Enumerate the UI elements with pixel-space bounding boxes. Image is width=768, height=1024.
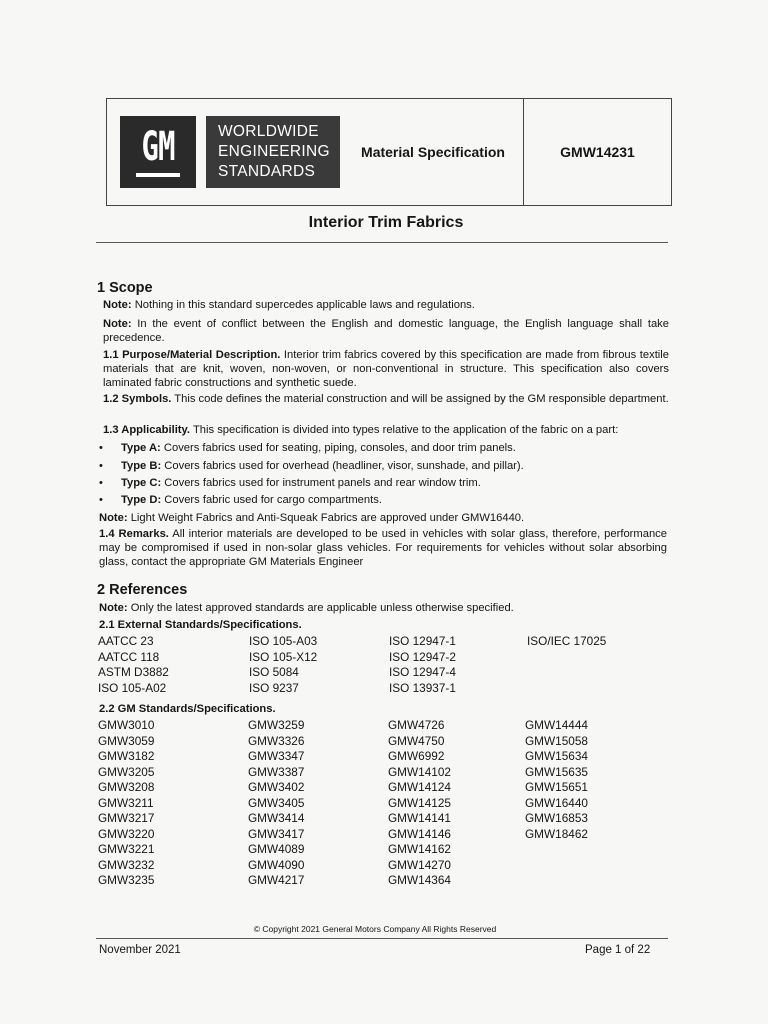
type-text: Covers fabrics used for seating, piping, consoles, and door trim panels. <box>160 442 516 454</box>
type-text: Covers fabrics used for overhead (headliner, visor, sunshade, and pillar). <box>161 460 524 472</box>
section-2-heading: 2 References <box>97 582 188 598</box>
reference-item: ISO 12947-2 <box>389 649 456 664</box>
reference-item: GMW3221 <box>98 842 155 856</box>
references-note <box>99 601 665 615</box>
external-standards-heading <box>99 618 665 632</box>
type-label: Type C: <box>121 477 162 489</box>
type-label: Type D: <box>121 494 162 506</box>
note-text: In the event of conflict between the English and domestic language, the English language shall take precedence. <box>103 318 669 344</box>
gm-col-4 <box>525 718 588 842</box>
reference-item: GMW14162 <box>388 842 451 856</box>
standards-line-1: WORLDWIDE <box>218 123 319 140</box>
bullet-icon: • <box>99 442 103 454</box>
reference-item: GMW3205 <box>98 764 155 779</box>
reference-item: GMW4217 <box>248 873 305 887</box>
heading-text: 2.2 GM Standards/Specifications. <box>99 703 276 715</box>
type-label: Type B: <box>121 460 162 472</box>
note-label: Note: <box>99 512 128 524</box>
type-text: Covers fabric used for cargo compartments. <box>161 494 382 506</box>
reference-item: GMW14444 <box>525 718 588 732</box>
standards-line-3: STANDARDS <box>218 163 316 180</box>
bullet-icon: • <box>99 477 103 489</box>
reference-item: GMW3232 <box>98 857 155 872</box>
reference-item: GMW3387 <box>248 764 305 779</box>
reference-item: GMW3220 <box>98 826 155 841</box>
paragraph-text: This code defines the material construction and will be assigned by the GM responsible department. <box>171 393 669 405</box>
document-header <box>106 98 672 206</box>
reference-item: GMW4090 <box>248 857 305 872</box>
reference-item: GMW14124 <box>388 780 451 794</box>
reference-item: GMW3326 <box>248 733 305 748</box>
reference-item: ASTM D3882 <box>98 665 169 679</box>
reference-item: GMW14125 <box>388 795 451 810</box>
doc-type: Material Specification <box>361 144 505 160</box>
paragraph-label: 1.4 Remarks. <box>99 528 169 540</box>
bullet-icon: • <box>99 494 103 506</box>
type-label: Type A: <box>121 442 161 454</box>
reference-item: GMW3414 <box>248 811 305 825</box>
reference-item: GMW15635 <box>525 764 588 779</box>
header-logo-cell <box>107 99 343 205</box>
scope-note-2 <box>103 317 669 345</box>
reference-item: ISO 12947-1 <box>389 634 456 648</box>
heading-text: 2.1 External Standards/Specifications. <box>99 619 302 631</box>
scope-note-1 <box>103 298 669 312</box>
reference-item: GMW14364 <box>388 873 451 887</box>
reference-item: ISO 105-X12 <box>249 649 318 664</box>
paragraph-1-3 <box>103 423 669 437</box>
reference-item: GMW3347 <box>248 749 305 763</box>
reference-item: GMW3235 <box>98 873 155 887</box>
reference-item: GMW3259 <box>248 718 305 732</box>
reference-item: GMW15651 <box>525 780 588 794</box>
reference-item: GMW3405 <box>248 795 305 810</box>
paragraph-label: 1.1 Purpose/Material Description. <box>103 349 281 361</box>
reference-item: GMW3010 <box>98 718 155 732</box>
paragraph-1-2 <box>103 392 669 406</box>
reference-item: GMW3059 <box>98 733 155 748</box>
reference-item: GMW3217 <box>98 811 155 825</box>
gm-col-2 <box>248 718 304 889</box>
reference-item: ISO 12947-4 <box>389 665 456 679</box>
reference-item: GMW4726 <box>388 718 445 732</box>
footer-date: November 2021 <box>99 944 181 956</box>
paragraph-text: All interior materials are developed to be used in vehicles with solar glass, therefore, performance may be compromised if used in non-solar glass vehicles. For requirements for vehicles without solar absorbing glass, contact the appropriate GM Materials Engineer <box>99 528 667 568</box>
note-text: Nothing in this standard supercedes applicable laws and regulations. <box>131 299 475 311</box>
section-1-heading: 1 Scope <box>97 280 153 296</box>
reference-item: GMW14270 <box>388 857 451 872</box>
reference-item: ISO 105-A02 <box>98 680 167 695</box>
type-text: Covers fabrics used for instrument panels and rear window trim. <box>161 477 481 489</box>
reference-item: GMW16853 <box>525 811 588 825</box>
external-col-2 <box>249 634 317 696</box>
type-c-item <box>99 476 481 490</box>
bullet-icon: • <box>99 460 103 472</box>
reference-item: GMW14141 <box>388 811 451 825</box>
reference-item: GMW15058 <box>525 733 588 748</box>
footer-page-number: Page 1 of 22 <box>585 944 651 956</box>
external-col-1 <box>98 634 169 696</box>
paragraph-label: 1.3 Applicability. <box>103 424 191 436</box>
reference-item: GMW3402 <box>248 780 305 794</box>
gm-logo-text: GM <box>141 124 175 170</box>
standards-badge <box>206 116 340 188</box>
external-col-3 <box>389 634 456 696</box>
footer-divider <box>96 938 668 939</box>
reference-item: ISO 13937-1 <box>389 680 456 695</box>
type-a-item <box>99 441 516 455</box>
reference-item: AATCC 23 <box>98 634 154 648</box>
reference-item: GMW16440 <box>525 795 588 810</box>
reference-item: GMW3211 <box>98 795 154 810</box>
reference-item: GMW3208 <box>98 780 155 794</box>
gm-logo <box>120 116 196 188</box>
reference-item: GMW3182 <box>98 749 155 763</box>
gm-col-3 <box>388 718 451 889</box>
copyright-notice: © Copyright 2021 General Motors Company All Rights Reserved <box>253 924 497 934</box>
paragraph-label: 1.2 Symbols. <box>103 393 172 405</box>
reference-item: ISO/IEC 17025 <box>527 634 607 648</box>
reference-item: ISO 105-A03 <box>249 634 318 648</box>
reference-item: AATCC 118 <box>98 649 160 664</box>
note-label: Note: <box>99 602 128 614</box>
document-title: Interior Trim Fabrics <box>308 214 464 231</box>
paragraph-text: This specification is divided into types relative to the application of the fabric on a part: <box>190 424 619 436</box>
title-divider <box>96 242 668 243</box>
reference-item: GMW4750 <box>388 733 445 748</box>
paragraph-1-4 <box>99 527 667 569</box>
paragraph-text: Interior trim fabrics covered by this specification are made from fibrous textile materials that are knit, woven, non-woven, or non-conventional in structure. This specification also covers laminated fabric constructions and synthetic suede. <box>103 349 669 389</box>
reference-item: ISO 9237 <box>249 680 299 695</box>
standards-line-2: ENGINEERING <box>218 143 330 160</box>
type-b-item <box>99 459 524 473</box>
paragraph-1-1 <box>103 348 669 390</box>
reference-item: ISO 5084 <box>249 665 299 679</box>
doc-number: GMW14231 <box>560 144 635 160</box>
reference-item: GMW15634 <box>525 749 588 763</box>
reference-item: GMW6992 <box>388 749 445 763</box>
note-text: Only the latest approved standards are applicable unless otherwise specified. <box>127 602 514 614</box>
reference-item: GMW3417 <box>248 826 305 841</box>
external-col-4 <box>527 634 606 650</box>
gm-logo-bar <box>136 173 180 177</box>
scope-note-3 <box>99 511 665 525</box>
reference-item: GMW18462 <box>525 826 588 841</box>
note-label: Note: <box>103 299 132 311</box>
header-doc-type-cell <box>343 99 524 205</box>
reference-item: GMW14102 <box>388 764 451 779</box>
reference-item: GMW4089 <box>248 842 305 856</box>
reference-item: GMW14146 <box>388 826 451 841</box>
note-label: Note: <box>103 318 132 330</box>
note-text: Light Weight Fabrics and Anti-Squeak Fabrics are approved under GMW16440. <box>127 512 525 524</box>
header-doc-number-cell <box>524 99 671 205</box>
gm-col-1 <box>98 718 154 889</box>
type-d-item <box>99 493 382 507</box>
gm-standards-heading <box>99 702 665 716</box>
